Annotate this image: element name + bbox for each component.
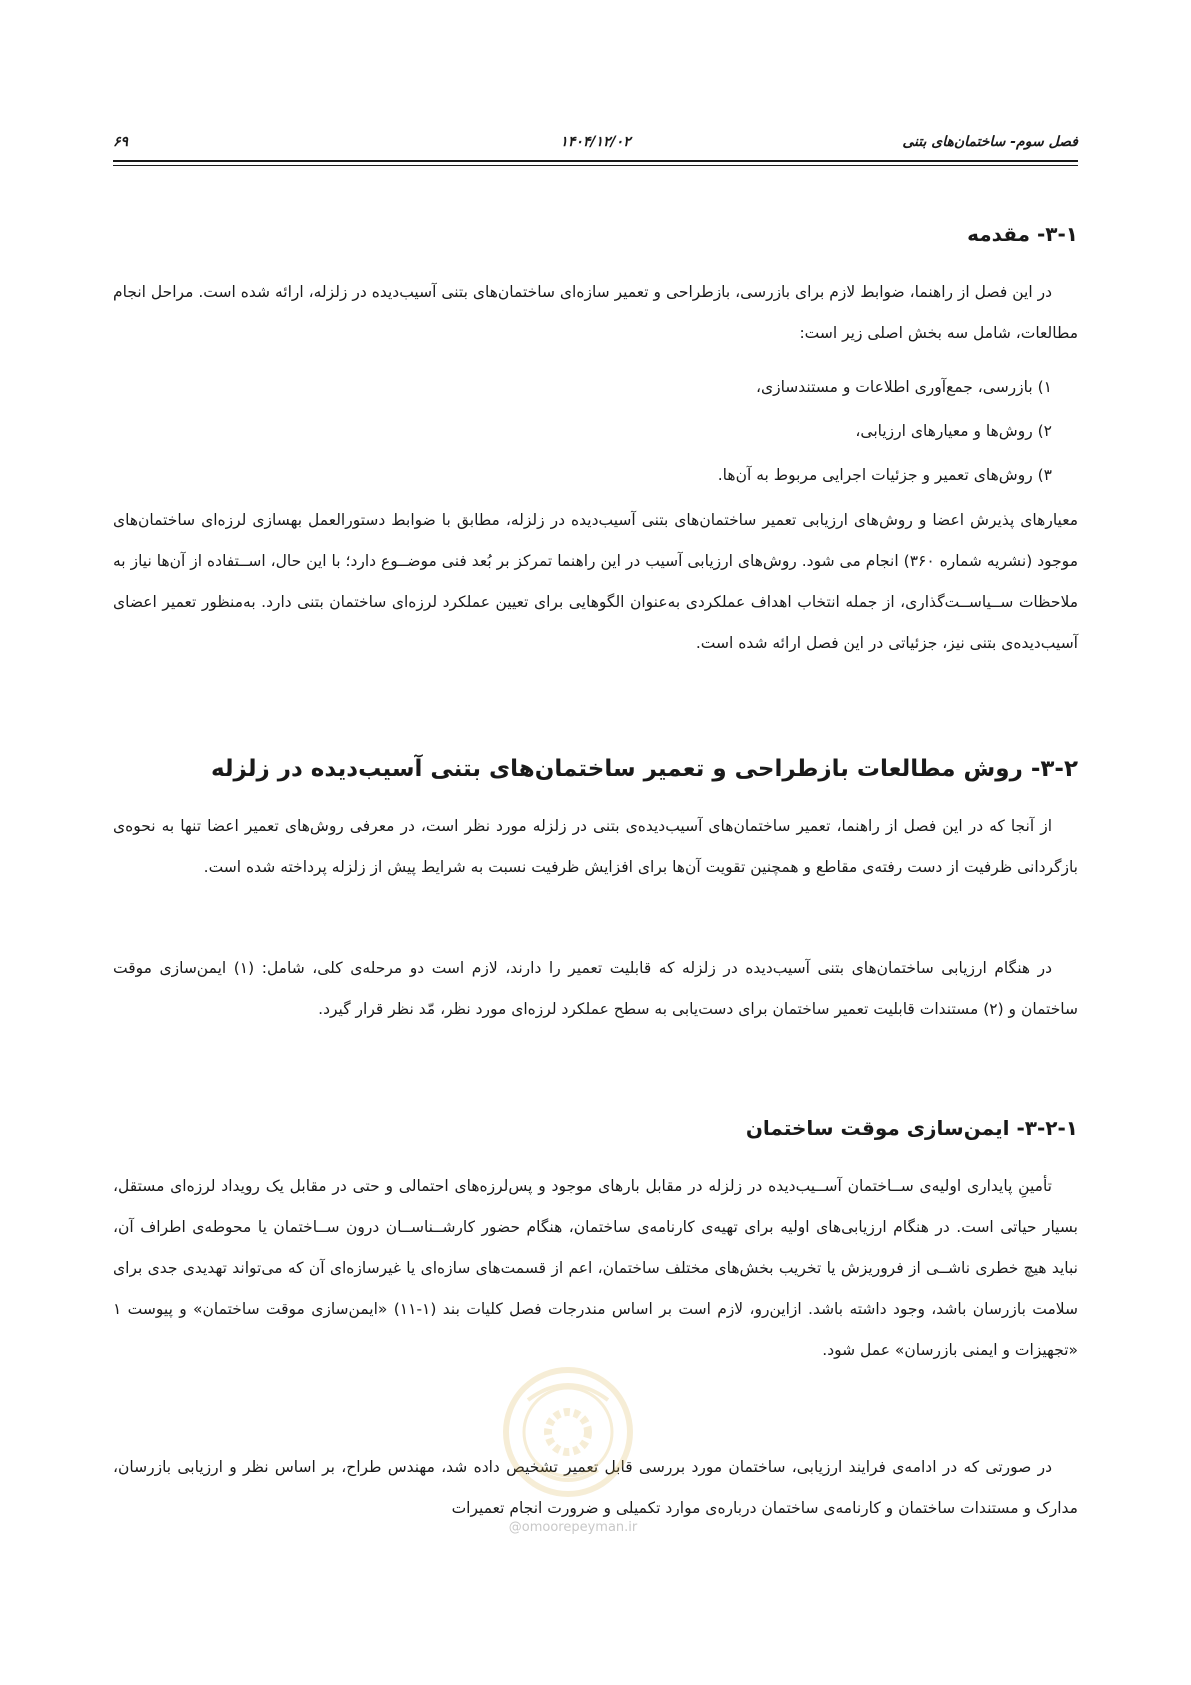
list-item-evaluation: ۲) روش‌ها و معیارهای ارزیابی، (855, 422, 1052, 440)
header-date: ۱۴۰۴/۱۲/۰۲ (560, 134, 631, 150)
paragraph-intro-2: معیارهای پذیرش اعضا و روش‌های ارزیابی تعمیر ساختمان‌های بتنی آسیب‌دیده در زلزله، مطابق با ضوابط دستورالعمل بهسازی لرزه‌ای ساختمان‌های موجود (نشریه شماره ۳۶۰) انجام می شود. روش‌های ارزیابی آسیب در این راهنما تمرکز بر بُعد فنی موضــوع دارد؛ با این حال، اســتفاده از آن‌ها نیاز به ملاحظات ســیاســت‌گذاری، از جمله انتخاب اهداف عملکردی به‌عنوان الگوهایی برای تعیین عملکرد لرزه‌ای ساختمان بتنی دارد. به‌منظور تعمیر اعضای آسیب‌دیده‌ی بتنی نیز، جزئیاتی در این فصل ارائه شده است. (113, 511, 1078, 652)
watermark-logo-icon (498, 1360, 638, 1510)
paragraph-intro-1: در این فصل از راهنما، ضوابط لازم برای بازرسی، بازطراحی و تعمیر سازه‌ای ساختمان‌های بتنی آسیب‌دیده در زلزله، ارائه شده است. مراحل انجام مطالعات، شامل سه بخش اصلی زیر است: (113, 283, 1078, 342)
paragraph-safety-2: در صورتی که در ادامه‌ی فرایند ارزیابی، ساختمان مورد بررسی قابل تعمیر تشخیص داده شد، مهندس طراح، بر اساس نظر و ارزیابی بازرسان، مدارک و مستندات ساختمان و کارنامه‌ی ساختمان درباره‌ی موارد تکمیلی و ضرورت انجام تعمیرات (113, 1458, 1078, 1517)
section-heading-study-method: ۳-۲- روش مطالعات بازطراحی و تعمیر ساختمان‌های بتنی آسیب‌دیده در زلزله (210, 756, 1078, 782)
paragraph-safety-1: تأمینِ پایداری اولیه‌ی ســاختمان آســیب‌دیده در زلزله در مقابل بارهای موجود و پس‌لرزه‌های احتمالی و حتی در مقابل یک رویداد لرزه‌ای مستقل، بسیار حیاتی است. در هنگام ارزیابی‌های اولیه برای تهیه‌ی کارنامه‌ی ساختمان، هنگام حضور کارشــناســان درون ســاختمان یا محوطه‌ی اطراف آن، نباید هیچ خطری ناشــی از فروریزش یا تخریب بخش‌های مختلف ساختمان، اعم از قسمت‌های سازه‌ای یا غیرسازه‌ای آن که می‌تواند تهدیدی جدی برای سلامت بازرسان باشد، وجود داشته باشد. ازاین‌رو، لازم است بر اساس مندرجات فصل کلیات بند (۱-۱۱) «ایمن‌سازی موقت ساختمان» و پیوست ۱ «تجهیزات و ایمنی بازرسان» عمل شود. (113, 1177, 1079, 1359)
section-heading-introduction: ۳-۱- مقدمه (967, 222, 1078, 246)
running-header (113, 130, 1078, 156)
subsection-heading-temporary-safety: ۳-۲-۱- ایمن‌سازی موقت ساختمان (745, 1116, 1078, 1140)
list-item-repair: ۳) روش‌های تعمیر و جزئیات اجرایی مربوط به آن‌ها. (717, 466, 1052, 484)
watermark-site: @omoorepeyman.ir (508, 1520, 638, 1535)
header-rule-thin (113, 165, 1078, 166)
paragraph-method-1: از آنجا که در این فصل از راهنما، تعمیر ساختمان‌های آسیب‌دیده‌ی بتنی در زلزله مورد نظر است، در معرفی روش‌های تعمیر اعضا تنها به نحوه‌ی بازگردانی ظرفیت از دست رفته‌ی مقاطع و همچنین تقویت آن‌ها برای افزایش ظرفیت نسبت به شرایط پیش از زلزله پرداخته شده است. (113, 817, 1078, 876)
list-item-inspection: ۱) بازرسی، جمع‌آوری اطلاعات و مستندسازی، (755, 378, 1052, 396)
header-rule (113, 160, 1078, 162)
paragraph-method-2: در هنگام ارزیابی ساختمان‌های بتنی آسیب‌دیده در زلزله که قابلیت تعمیر را دارند، لازم است دو مرحله‌ی کلی، شامل: (۱) ایمن‌سازی موقت ساختمان و (۲) مستندات قابلیت تعمیر ساختمان برای دست‌یابی به سطح عملکرد لرزه‌ای مورد نظر، مّد نظر قرار گیرد. (113, 959, 1078, 1018)
chapter-title: فصل سوم- ساختمان‌های بتنی (902, 134, 1078, 150)
page-number: ۶۹ (113, 134, 129, 150)
